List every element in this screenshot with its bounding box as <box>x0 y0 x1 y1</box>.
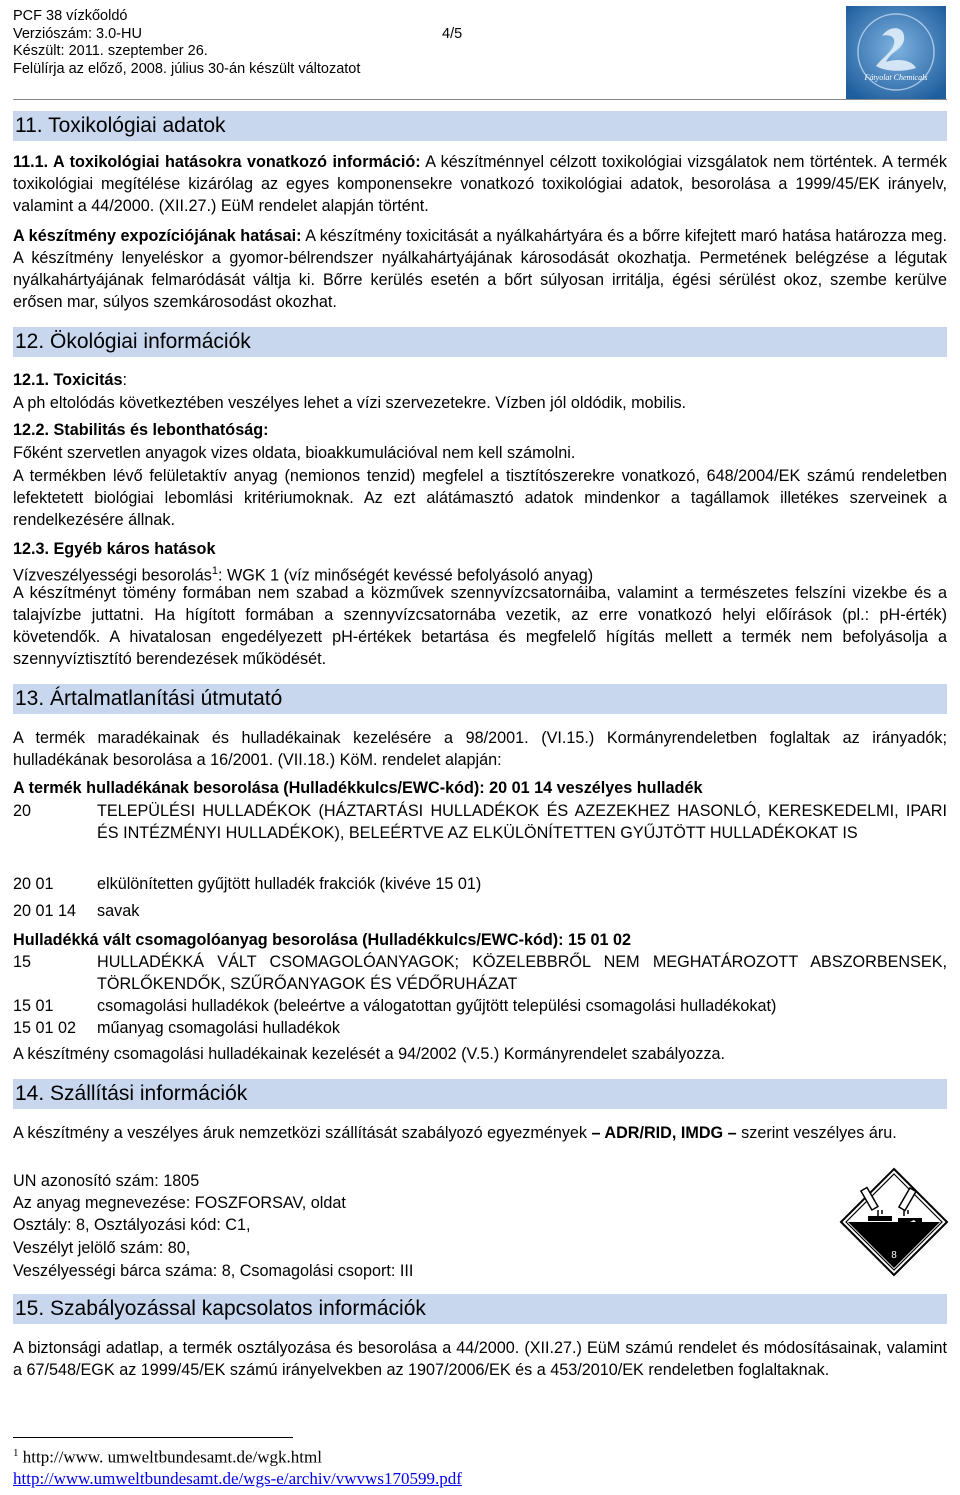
section-11-1-paragraph <box>13 151 947 217</box>
transport-class: Osztály: 8, Osztályozási kód: C1, <box>13 1216 251 1234</box>
stability-heading-text: 12.2. Stabilitás és lebonthatóság: <box>13 421 269 439</box>
transport-conventions: ADR/RID, IMDG <box>604 1124 724 1142</box>
section-13-heading: 13. Ártalmatlanítási útmutató <box>13 684 947 714</box>
document-header <box>13 8 360 78</box>
packaging-code: 15 01 <box>13 997 54 1015</box>
toxicity-text: A ph eltolódás következtében veszélyes lehet a vízi szervezetekre. Vízben jól oldódik, mobilis. <box>13 394 687 412</box>
stability-text-b: A termékben lévő felületaktív anyag (nemionos tenzid) megfelel a tisztítószerekre vonatkozó, 648/2004/EK számú rendeletben lefektetett biológiai lebomlási kritériumoknak. Az ezt alátámasztó adatok mindenkor a tagállamok illetékes szerveinek a rendelkezésére állnak. <box>13 467 947 529</box>
hazard-number: Veszélyt jelölő szám: 80, <box>13 1239 191 1257</box>
svg-text:8: 8 <box>891 1250 897 1261</box>
company-logo <box>846 6 946 99</box>
created-date: Készült: 2011. szeptember 26. <box>13 43 208 59</box>
corrosive-pictogram <box>838 1166 950 1278</box>
section-11-1-text: A készítménnyel célzott toxikológiai vizsgálatok nem történtek. A termék toxikológiai megítélése kizárólag az egyes komponensekre vonatkozó toxikológiai adatok, besorolása a 1999/45/EK irányelv, valamint a 44/2000. (XII.27.) EüM rendelet alapján történt. <box>13 153 947 215</box>
packaging-regulation-text: A készítmény csomagolási hulladékainak kezelését a 94/2002 (V.5.) Kormányrendelet szabályozza. <box>13 1045 726 1063</box>
packaging-code: 15 01 02 <box>13 1019 77 1037</box>
footnote-rule <box>13 1437 293 1438</box>
packaging-description: műanyag csomagolási hulladékok <box>97 1019 340 1037</box>
substance-name: Az anyag megnevezése: FOSZFORSAV, oldat <box>13 1194 346 1212</box>
waste-code: 20 01 <box>13 875 54 893</box>
label-and-packing-group: Veszélyességi bárca száma: 8, Csomagolási csoport: III <box>13 1262 414 1280</box>
footnote-text: http://www. umweltbundesamt.de/wgk.html <box>18 1447 322 1467</box>
waste-code: 20 01 14 <box>13 902 77 920</box>
packaging-classification-heading-text: Hulladékká vált csomagolóanyag besorolása (Hulladékkulcs/EWC-kód): 15 01 02 <box>13 931 632 949</box>
product-name: PCF 38 vízkőoldó <box>13 8 128 24</box>
waste-code-row <box>13 800 947 866</box>
footnote-link[interactable]: http://www.umweltbundesamt.de/wgs-e/archiv/vwvws170599.pdf <box>13 1469 462 1488</box>
footnote-ref: 1 <box>211 565 218 577</box>
other-effects-heading-text: 12.3. Egyéb káros hatások <box>13 540 216 558</box>
version-number: Verziószám: 3.0-HU <box>13 25 142 42</box>
toxicity-heading-colon: : <box>122 371 127 389</box>
waste-description: TELEPÜLÉSI HULLADÉKOK (HÁZTARTÁSI HULLADÉKOK ÉS AZEZEKHEZ HASONLÓ, KERESKEDELMI, IPARI ÉS INTÉZMÉNYI HULLADÉKOK), BELEÉRTVE AZ ELKÜLÖNÍTETTEN GYŰJTÖTT HULLADÉKOKAT IS <box>97 802 947 842</box>
stability-text-a: Főként szervetlen anyagok vizes oldata, bioakkumulációval nem kell számolni. <box>13 444 576 462</box>
packaging-code-row <box>13 951 947 995</box>
section-13-intro: A termék maradékainak és hulladékainak kezelésére a 98/2001. (VI.15.) Kormányrendeletben foglaltak az irányadók; hulladékának besorolása a 16/2001. (VII.18.) KöM. rendelet alapján: <box>13 729 947 769</box>
section-12-heading: 12. Ökológiai információk <box>13 327 947 357</box>
section-11-exposure-paragraph <box>13 225 947 313</box>
waste-description: savak <box>97 902 140 920</box>
svg-text:Fátyolat Chemicals: Fátyolat Chemicals <box>864 73 928 82</box>
packaging-code: 15 <box>13 953 32 971</box>
disposal-water-text: A készítményt tömény formában nem szabad a közművek szennyvízcsatornáiba, valamint a természetes felszíni vizekbe és a talajvízbe juttatni. Ha hígított formában a szennyvízcsatornába vezetik, az erre vonatkozó helyi előírások (pl.: pH-érték) követendők. A hivatalosan engedélyezett pH-értékek betartása és megfelelő hígítás mellett a termék nem befolyásolja a szennyvíztisztító berendezések működését. <box>13 584 947 668</box>
water-hazard-value: : WGK 1 (víz minőségét kevéssé befolyásoló anyag) <box>217 566 594 585</box>
dash: – <box>587 1124 605 1142</box>
toxicity-heading: 12.1. Toxicitás <box>13 371 123 389</box>
transport-intro <box>13 1122 947 1144</box>
water-hazard-label: Vízveszélyességi besorolás <box>13 566 212 585</box>
waste-code: 20 <box>13 802 32 820</box>
stability-heading <box>13 419 947 441</box>
waste-classification-heading-text: A termék hulladékának besorolása (Hulladékkulcs/EWC-kód): 20 01 14 veszélyes hulladék <box>13 779 703 797</box>
waste-classification-heading <box>13 777 947 799</box>
exposure-label: A készítmény expozíciójának hatásai: <box>13 227 302 245</box>
regulatory-text: A biztonsági adatlap, a termék osztályozása és besorolása a 44/2000. (XII.27.) EüM számú rendelet és módosításainak, valamint a 67/548/EGK az 1999/45/EK számú irányelvekben az 1907/2006/EK és a 453/2010/EK rendeletben foglaltaknak. <box>13 1339 947 1379</box>
transport-intro-text: A készítmény a veszélyes áruk nemzetközi szállítását szabályozó egyezmények <box>13 1124 588 1142</box>
footnote-link-line <box>13 1469 462 1489</box>
other-effects-heading <box>13 538 947 560</box>
section-11-1-label: 11.1. A toxikológiai hatásokra vonatkozó információ: <box>13 153 421 171</box>
un-number: UN azonosító szám: 1805 <box>13 1172 200 1190</box>
footnote <box>13 1447 322 1468</box>
dash: – <box>723 1124 742 1142</box>
packaging-classification-heading <box>13 929 947 951</box>
supersedes-note: Felülírja az előző, 2008. július 30-án készült változatot <box>13 60 361 77</box>
section-15-heading: 15. Szabályozással kapcsolatos információk <box>13 1294 947 1324</box>
packaging-description: HULLADÉKKÁ VÁLT CSOMAGOLÓANYAGOK; KÖZELEBBRŐL NEM MEGHATÁROZOTT ABSZORBENSEK, TÖRLŐKENDŐK, SZŰRŐANYAGOK ÉS VÉDŐRUHÁZAT <box>97 953 947 993</box>
header-rule <box>13 99 947 100</box>
section-11-heading: 11. Toxikológiai adatok <box>13 111 947 141</box>
transport-intro-end: szerint veszélyes áru. <box>741 1124 897 1142</box>
packaging-description: csomagolási hulladékok (beleértve a válogatottan gyűjtött települési csomagolási hulladékokat) <box>97 997 777 1015</box>
waste-description: elkülönítetten gyűjtött hulladék frakciók (kivéve 15 01) <box>97 875 482 893</box>
exposure-text: A készítmény toxicitását a nyálkahártyára és a bőrre kifejtett maró hatása határozza meg. A készítmény lenyeléskor a gyomor-bélrendszer nyálkahártyájának károsodását okozhatja. Permetének belégzése a légutak nyálkahártyájának felmaródását váltja ki. Bőrre kerülés esetén a bőrt súlyosan irritálja, égési sérülést okoz, szembe kerülve erősen mar, súlyos szemkárosodást okozhat. <box>13 227 948 311</box>
toxicity-heading-line <box>13 369 947 391</box>
page-number: 4/5 <box>442 26 463 42</box>
section-14-heading: 14. Szállítási információk <box>13 1079 947 1109</box>
footnote-number: 1 <box>13 1447 19 1459</box>
